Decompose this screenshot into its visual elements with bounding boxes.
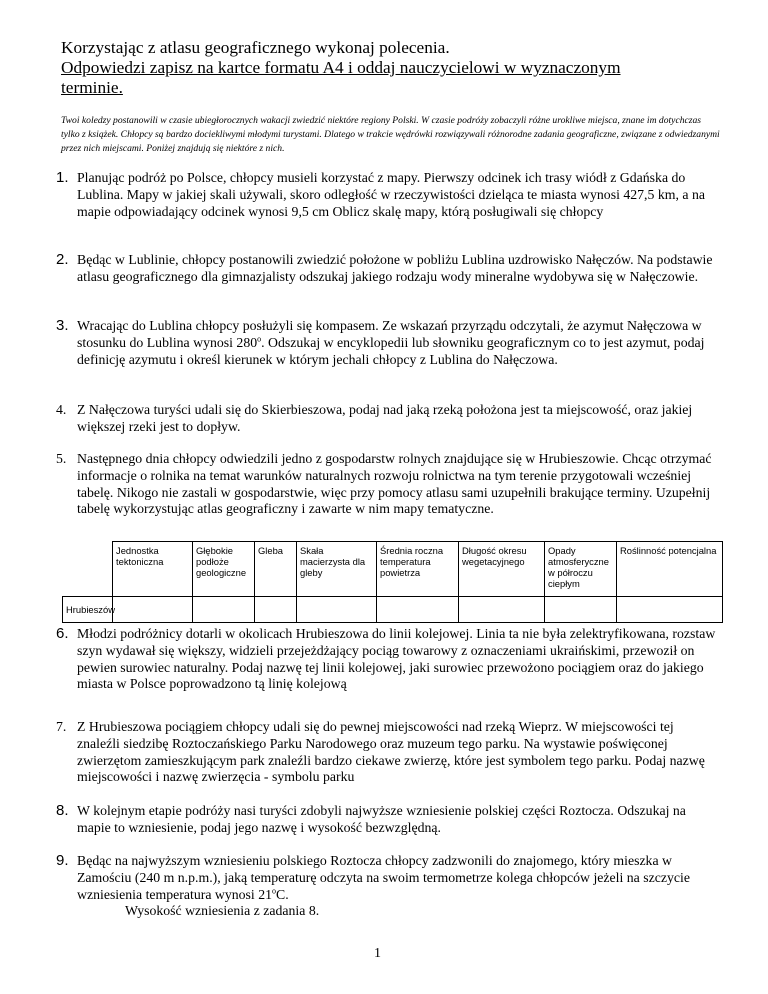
table-answer-cell[interactable] (297, 597, 377, 623)
task-5 (50, 451, 718, 518)
table-header-cell: Gleba (255, 542, 297, 597)
table-header-cell: Skała macierzysta dla gleby (297, 542, 377, 597)
title-line-3: terminie. (61, 78, 123, 97)
task-text: Następnego dnia chłopcy odwiedzili jedno z gospodarstw rolnych znajdujące się w Hrubieszowie. Chcąc otrzymać informacje o rolnika na temat warunków naturalnych rozwoju rolnictwa na tym terenie przygotowali wcześniej tabelę. Nikogo nie zastali w gospodarstwie, więc przy pomocy atlasu sami uzupełnili brakujące terminy. Uzupełnij tabelę wykorzystując atlas geograficzny i zawarte w nim mapy tematyczne. (77, 451, 712, 517)
table-answer-cell[interactable] (113, 597, 193, 623)
task-number: 8. (56, 802, 69, 819)
task-3 (50, 318, 718, 368)
task-1 (50, 170, 718, 220)
intro-paragraph: Twoi koledzy postanowili w czasie ubiegłorocznych wakacji zwiedzić niektóre regiony Polski. W czasie podróży zobaczyli różne urokliwe miejsca, znane im dotychczas tylko z książek. Chłopcy są bardzo dociekliwymi młodymi turystami. Dlatego w trakcie wędrówki rozwiązywali różnorodne zadania geograficzne, związane z odwiedzanymi przez nich miejscami. Poniżej znajdują się niektóre z nich. (61, 115, 720, 154)
page-number: 1 (374, 946, 381, 961)
task-8 (50, 803, 718, 837)
table-header-cell: Opady atmosferyczne w półroczu ciepłym (545, 542, 617, 597)
task-text: Planując podróż po Polsce, chłopcy musieli korzystać z mapy. Pierwszy odcinek ich trasy wiódł z Gdańska do Lublina. Mapy w jakiej skali używali, skoro odległość w rzeczywistości dzieląca te miasta wynosi 427,5 km, a na mapie odpowiadający odcinek wynosi 9,5 cm Oblicz skalę mapy, którą posługiwali się chłopcy (77, 170, 705, 219)
table-header-cell: Długość okresu wegetacyjnego (459, 542, 545, 597)
task-number: 6. (56, 625, 69, 642)
geography-table (62, 541, 723, 623)
table-header-cell: Średnia roczna temperatura powietrza (377, 542, 459, 597)
table-header-cell: Głębokie podłoże geologiczne (193, 542, 255, 597)
task-text-part: . Odszukaj w encyklopedii lub słowniku geograficznym co to jest azymut, podaj definicję azymutu i określ kierunek w którym jechali chłopcy z Lublina do Nałęczowa. (77, 334, 705, 367)
table-row (63, 597, 723, 623)
task-text-part: Będąc na najwyższym wzniesieniu polskiego Roztocza chłopcy zadzwonili do znajomego, który mieszka w Zamościu (240 m n.p.m.), jaką temperaturę odczyta na swoim termometrze kolega chłopców jeżeli na szczycie wzniesienia temperatura wynosi 21 (77, 853, 690, 902)
table-answer-cell[interactable] (459, 597, 545, 623)
task-text: Młodzi podróżnicy dotarli w okolicach Hrubieszowa do linii kolejowej. Linia ta nie była zelektryfikowana, rozstaw szyn wydawał się większy, widzieli przejeżdżający pociąg towarowy z oznaczeniami ukraińskimi, przewoził on pewien surowiec naturalny. Podaj nazwę tej linii kolejowej, jaki surowiec przewożono pociągiem oraz do jakiego miasta w Polsce poprowadzono tą linię kolejową (77, 626, 716, 692)
task-6 (50, 626, 718, 693)
task-number: 4. (56, 402, 67, 417)
table-header-row (63, 542, 723, 597)
table-row-label: Hrubieszów (63, 597, 113, 623)
table-header-cell: Roślinność potencjalna (617, 542, 723, 597)
degree-sign: o (257, 334, 262, 344)
table-answer-cell[interactable] (255, 597, 297, 623)
task-text: Z Nałęczowa turyści udali się do Skierbieszowa, podaj nad jaką rzeką położona jest ta miejscowość, oraz jakiej większej rzeki jest to dopływ. (77, 402, 693, 434)
degree-sign: o (272, 886, 277, 895)
table-answer-cell[interactable] (193, 597, 255, 623)
task-text: Będąc w Lublinie, chłopcy postanowili zwiedzić położone w pobliżu Lublina uzdrowisko Nałęczów. Na podstawie atlasu geograficznego dla gimnazjalisty odszukaj jakiego rodzaju wody mineralne wydobywa się w Nałęczowie. (77, 252, 713, 284)
table-corner-cell (63, 542, 113, 597)
task-2 (50, 252, 718, 286)
task-text-part: Wracając do Lublina chłopcy posłużyli się kompasem. Ze wskazań przyrządu odczytali, że azymut Nałęczowa w stosunku do Lublina wynosi 280 (77, 318, 702, 350)
task-9 (50, 853, 718, 920)
task-7 (50, 719, 718, 786)
task-number: 7. (56, 719, 67, 734)
task-text (77, 318, 718, 368)
task-number: 5. (56, 451, 67, 466)
task-text: W kolejnym etapie podróży nasi turyści zdobyli najwyższe wzniesienie polskiej części Roztocza. Odszukaj na mapie to wzniesienie, podaj jego nazwę i wysokość bezwzględną. (77, 803, 686, 835)
page-title (61, 38, 741, 98)
task-number: 9. (56, 852, 69, 869)
task-number: 1. (56, 169, 69, 186)
task-4 (50, 402, 718, 436)
table-header-cell: Jednostka tektoniczna (113, 542, 193, 597)
table-answer-cell[interactable] (617, 597, 723, 623)
task-text: Z Hrubieszowa pociągiem chłopcy udali się do pewnej miejscowości nad rzeką Wieprz. W miejscowości tej znaleźli siedzibę Roztoczańskiego Parku Narodowego oraz muzeum tego parku. Na wystawie poświęconej zwierzętom zamieszkującym park znaleźli bardzo ciekawe zwierzę, które jest symbolem tego parku. Podaj nazwę miejscowości i nazwę zwierzęcia - symbolu parku (77, 719, 705, 785)
table-answer-cell[interactable] (545, 597, 617, 623)
task-number: 3. (56, 317, 69, 334)
title-line-2: Odpowiedzi zapisz na kartce formatu A4 i oddaj nauczycielowi w wyznaczonym (61, 58, 621, 77)
task-text-part: C. (276, 886, 289, 902)
table-answer-cell[interactable] (377, 597, 459, 623)
task-number: 2. (56, 251, 69, 268)
task-text-part: Wysokość wzniesienia z zadania 8. (125, 903, 320, 919)
title-line-1: Korzystając z atlasu geograficznego wykonaj polecenia. (61, 38, 450, 57)
task-text (77, 853, 718, 920)
